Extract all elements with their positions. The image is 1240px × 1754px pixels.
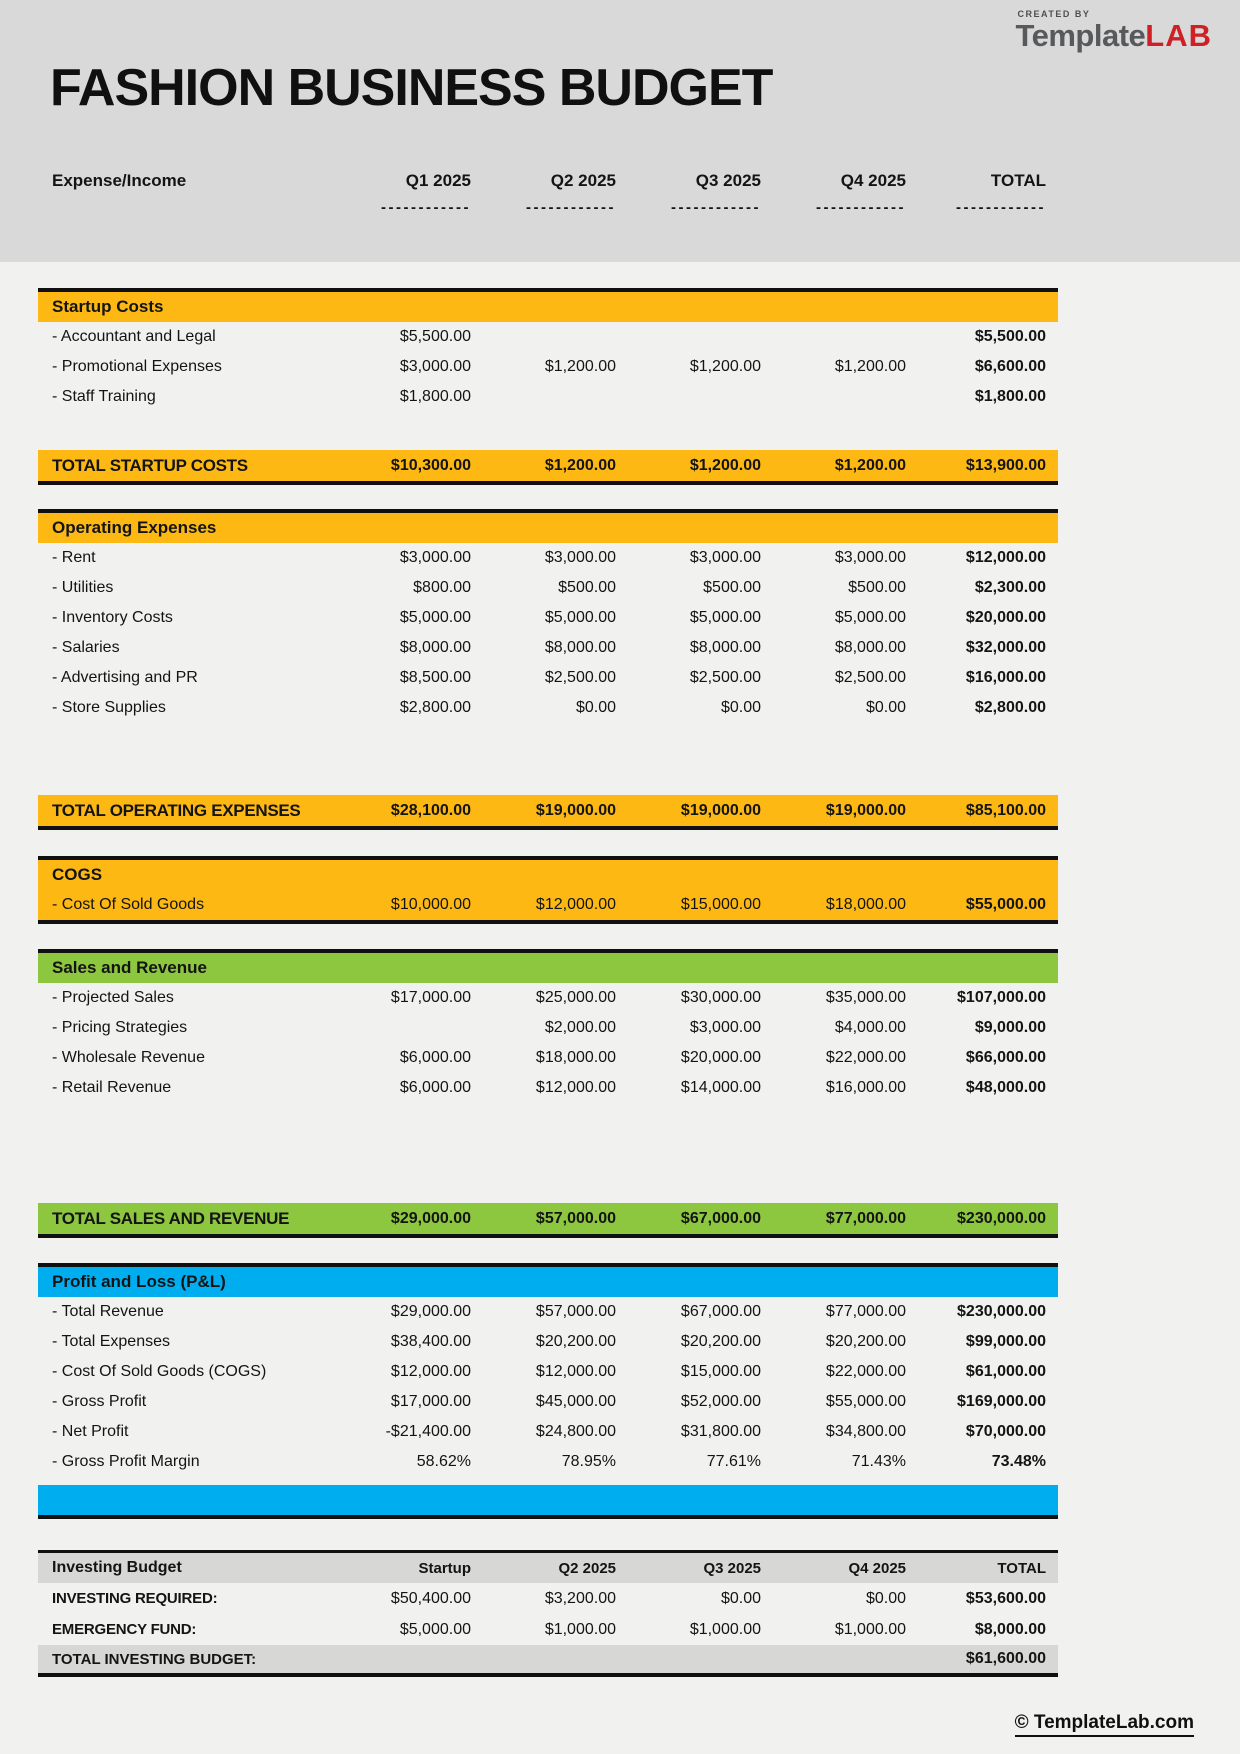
cell-q2: $57,000.00 bbox=[535, 1209, 616, 1227]
row-label-staff-training: - Staff Training bbox=[52, 388, 156, 405]
cell-q2: $3,200.00 bbox=[544, 1589, 616, 1607]
total-operating-expenses-row bbox=[38, 795, 1058, 830]
table-row bbox=[38, 543, 1058, 573]
table-row bbox=[38, 693, 1058, 723]
section-header-sales-and-revenue: Sales and Revenue bbox=[38, 949, 1058, 983]
section-investing-budget bbox=[38, 1550, 1058, 1677]
dash-line: ------------ bbox=[956, 198, 1046, 216]
table-row bbox=[38, 382, 1058, 412]
table-row bbox=[38, 1614, 1058, 1645]
cell-q2: $24,800.00 bbox=[535, 1423, 616, 1440]
table-row bbox=[38, 1357, 1058, 1387]
cell-q4: $16,000.00 bbox=[825, 1079, 906, 1096]
section-operating-expenses bbox=[38, 509, 1058, 830]
cell-q3: $14,000.00 bbox=[680, 1079, 761, 1096]
cell-q2: $1,200.00 bbox=[544, 456, 616, 474]
cell-total: $6,600.00 bbox=[974, 358, 1046, 375]
cell-q2: $12,000.00 bbox=[535, 1079, 616, 1096]
column-header-q4: Q4 2025 bbox=[848, 1559, 906, 1577]
cell-q1: 58.62% bbox=[416, 1453, 471, 1470]
cell-q4: $35,000.00 bbox=[825, 989, 906, 1006]
dash-line: ------------ bbox=[671, 198, 761, 216]
cell-q3: $19,000.00 bbox=[680, 801, 761, 819]
cell-total: 73.48% bbox=[991, 1453, 1046, 1470]
cell-startup: $5,000.00 bbox=[399, 1620, 471, 1638]
cell-startup: $50,400.00 bbox=[390, 1589, 471, 1607]
cell-q2: $19,000.00 bbox=[535, 801, 616, 819]
cell-total: $230,000.00 bbox=[957, 1303, 1046, 1320]
cell-q3: $67,000.00 bbox=[680, 1209, 761, 1227]
total-row-label: TOTAL INVESTING BUDGET: bbox=[52, 1650, 257, 1668]
cell-q1: $10,000.00 bbox=[390, 896, 471, 913]
table-row bbox=[38, 1417, 1058, 1447]
cell-total: $70,000.00 bbox=[965, 1423, 1046, 1440]
row-label-retail-revenue: - Retail Revenue bbox=[52, 1079, 172, 1096]
cell-q4: $20,200.00 bbox=[825, 1333, 906, 1350]
cell-total: $61,000.00 bbox=[965, 1363, 1046, 1380]
column-header-startup: Startup bbox=[418, 1559, 471, 1577]
table-row bbox=[38, 322, 1058, 352]
cell-q1: $38,400.00 bbox=[390, 1333, 471, 1350]
cell-q1: $6,000.00 bbox=[399, 1049, 471, 1066]
page-title: FASHION BUSINESS BUDGET bbox=[50, 59, 773, 117]
cell-q1: $5,500.00 bbox=[399, 328, 471, 345]
cell-total: $32,000.00 bbox=[965, 639, 1046, 656]
cell-q3: $0.00 bbox=[720, 1589, 761, 1607]
templatelab-logo bbox=[1015, 10, 1212, 51]
cell-total: $12,000.00 bbox=[965, 549, 1046, 566]
created-by-label: CREATED BY bbox=[1017, 9, 1091, 19]
cell-total: $5,500.00 bbox=[974, 328, 1046, 345]
cell-q2: $8,000.00 bbox=[544, 639, 616, 656]
row-label-projected-sales: - Projected Sales bbox=[52, 989, 174, 1006]
row-label-salaries: - Salaries bbox=[52, 639, 120, 656]
row-label-net-profit: - Net Profit bbox=[52, 1423, 129, 1440]
section-sales-and-revenue bbox=[38, 949, 1058, 1238]
cell-q4: $77,000.00 bbox=[825, 1303, 906, 1320]
table-row bbox=[38, 1043, 1058, 1073]
section-gap bbox=[38, 1519, 1058, 1550]
cell-q1: $17,000.00 bbox=[390, 989, 471, 1006]
cell-q1: $12,000.00 bbox=[390, 1363, 471, 1380]
total-row-label: TOTAL OPERATING EXPENSES bbox=[52, 800, 301, 820]
templatelab-footer-link[interactable]: © TemplateLab.com bbox=[1015, 1712, 1194, 1737]
cell-q4: $1,200.00 bbox=[834, 456, 906, 474]
table-row bbox=[38, 352, 1058, 382]
cell-q2: $12,000.00 bbox=[535, 896, 616, 913]
logo-template-text: Template bbox=[1015, 18, 1146, 53]
cell-total: $9,000.00 bbox=[974, 1019, 1046, 1036]
section-header-profit-and-loss: Profit and Loss (P&L) bbox=[38, 1263, 1058, 1297]
cell-q1: $8,000.00 bbox=[399, 639, 471, 656]
cell-q3: $500.00 bbox=[703, 579, 761, 596]
table-row bbox=[38, 573, 1058, 603]
cell-q2: $2,500.00 bbox=[544, 669, 616, 686]
cell-q3: $1,200.00 bbox=[689, 456, 761, 474]
cell-q1: $17,000.00 bbox=[390, 1393, 471, 1410]
cell-q1: $1,800.00 bbox=[399, 388, 471, 405]
total-investing-budget-row bbox=[38, 1645, 1058, 1673]
cell-q1: $800.00 bbox=[413, 579, 471, 596]
cell-q1: -$21,400.00 bbox=[385, 1423, 471, 1440]
cell-q3: $52,000.00 bbox=[680, 1393, 761, 1410]
cell-q3: $1,200.00 bbox=[689, 358, 761, 375]
cell-total: $53,600.00 bbox=[965, 1589, 1046, 1607]
cell-q4: $0.00 bbox=[865, 1589, 906, 1607]
column-header-q4: Q4 2025 bbox=[840, 171, 906, 190]
cell-q3: $31,800.00 bbox=[680, 1423, 761, 1440]
row-label-advertising-and-pr: - Advertising and PR bbox=[52, 669, 198, 686]
cell-total: $13,900.00 bbox=[965, 456, 1046, 474]
cell-q4: $500.00 bbox=[848, 579, 906, 596]
cell-q4: $77,000.00 bbox=[825, 1209, 906, 1227]
cell-q4: 71.43% bbox=[851, 1453, 906, 1470]
cell-q2: $0.00 bbox=[575, 699, 616, 716]
column-header-q3: Q3 2025 bbox=[695, 171, 761, 190]
logo-lab-text: LAB bbox=[1145, 18, 1212, 53]
column-header-expense-income: Expense/Income bbox=[52, 171, 187, 190]
row-label-gross-profit: - Gross Profit bbox=[52, 1393, 147, 1410]
cell-q1: $5,000.00 bbox=[399, 609, 471, 626]
section-gap bbox=[38, 924, 1058, 949]
cell-q1: $10,300.00 bbox=[390, 456, 471, 474]
column-header-q1: Q1 2025 bbox=[405, 171, 471, 190]
table-row bbox=[38, 1327, 1058, 1357]
section-profit-and-loss bbox=[38, 1263, 1058, 1519]
column-header-q2: Q2 2025 bbox=[550, 171, 616, 190]
cell-q3: 77.61% bbox=[706, 1453, 761, 1470]
column-header-q3: Q3 2025 bbox=[703, 1559, 761, 1577]
cell-q4: $8,000.00 bbox=[834, 639, 906, 656]
cell-q2: $3,000.00 bbox=[544, 549, 616, 566]
cell-q4: $18,000.00 bbox=[825, 896, 906, 913]
section-startup-costs bbox=[38, 288, 1058, 485]
table-row bbox=[38, 1013, 1058, 1043]
dash-line: ------------ bbox=[381, 198, 471, 216]
row-label-utilities: - Utilities bbox=[52, 579, 114, 596]
cell-q4: $55,000.00 bbox=[825, 1393, 906, 1410]
cell-q1: $8,500.00 bbox=[399, 669, 471, 686]
row-label-rent: - Rent bbox=[52, 549, 96, 566]
spacer bbox=[38, 412, 1058, 450]
cell-q3: $5,000.00 bbox=[689, 609, 761, 626]
cell-q1: $3,000.00 bbox=[399, 549, 471, 566]
cell-q4: $22,000.00 bbox=[825, 1363, 906, 1380]
cell-q2: $2,000.00 bbox=[544, 1019, 616, 1036]
table-row bbox=[38, 663, 1058, 693]
investing-header-row bbox=[38, 1553, 1058, 1583]
row-label-store-supplies: - Store Supplies bbox=[52, 699, 166, 716]
cell-q4: $1,000.00 bbox=[834, 1620, 906, 1638]
table-row bbox=[38, 983, 1058, 1013]
section-gap bbox=[38, 485, 1058, 509]
row-label-pricing-strategies: - Pricing Strategies bbox=[52, 1019, 188, 1036]
budget-table bbox=[38, 288, 1058, 1677]
table-row bbox=[38, 1387, 1058, 1417]
cell-q2: $25,000.00 bbox=[535, 989, 616, 1006]
cell-total: $107,000.00 bbox=[957, 989, 1046, 1006]
cell-total: $8,000.00 bbox=[974, 1620, 1046, 1638]
row-label-wholesale-revenue: - Wholesale Revenue bbox=[52, 1049, 205, 1066]
pnl-footer-band bbox=[38, 1485, 1058, 1519]
cell-q4: $0.00 bbox=[865, 699, 906, 716]
section-cogs bbox=[38, 856, 1058, 924]
cell-total: $99,000.00 bbox=[965, 1333, 1046, 1350]
dash-line: ------------ bbox=[526, 198, 616, 216]
total-sales-and-revenue-row bbox=[38, 1203, 1058, 1238]
table-row bbox=[38, 890, 1058, 920]
cell-q3: $20,000.00 bbox=[680, 1049, 761, 1066]
cell-q3: $15,000.00 bbox=[680, 1363, 761, 1380]
row-label-investing-required: INVESTING REQUIRED: bbox=[52, 1590, 218, 1607]
total-row-label: TOTAL SALES AND REVENUE bbox=[52, 1208, 290, 1228]
column-header-dashes bbox=[38, 196, 1058, 218]
row-label-emergency-fund: EMERGENCY FUND: bbox=[52, 1621, 197, 1638]
section-header-operating-expenses: Operating Expenses bbox=[38, 509, 1058, 543]
cell-q3: $30,000.00 bbox=[680, 989, 761, 1006]
cell-q1: $3,000.00 bbox=[399, 358, 471, 375]
cell-total: $55,000.00 bbox=[965, 896, 1046, 913]
cell-q2: $1,200.00 bbox=[544, 358, 616, 375]
total-row-label: TOTAL STARTUP COSTS bbox=[52, 455, 248, 475]
cell-total: $20,000.00 bbox=[965, 609, 1046, 626]
cell-q3: $3,000.00 bbox=[689, 1019, 761, 1036]
section-header-startup-costs: Startup Costs bbox=[38, 288, 1058, 322]
investing-title: Investing Budget bbox=[52, 1559, 182, 1576]
table-row bbox=[38, 1447, 1058, 1477]
cell-q3: $0.00 bbox=[720, 699, 761, 716]
section-header-cogs: COGS bbox=[52, 865, 103, 884]
cell-q3: $20,200.00 bbox=[680, 1333, 761, 1350]
cell-q2: 78.95% bbox=[561, 1453, 616, 1470]
row-label-accountant-and-legal: - Accountant and Legal bbox=[52, 328, 216, 345]
row-label-promotional-expenses: - Promotional Expenses bbox=[52, 358, 222, 375]
cell-q1: $29,000.00 bbox=[390, 1209, 471, 1227]
table-row bbox=[38, 1583, 1058, 1614]
cell-total: $66,000.00 bbox=[965, 1049, 1046, 1066]
cell-q2: $1,000.00 bbox=[544, 1620, 616, 1638]
cell-q1: $28,100.00 bbox=[390, 801, 471, 819]
cell-q1: $6,000.00 bbox=[399, 1079, 471, 1096]
cell-total: $16,000.00 bbox=[965, 669, 1046, 686]
cell-total: $169,000.00 bbox=[957, 1393, 1046, 1410]
cell-q4: $34,800.00 bbox=[825, 1423, 906, 1440]
cell-q3: $15,000.00 bbox=[680, 896, 761, 913]
cell-q2: $20,200.00 bbox=[535, 1333, 616, 1350]
logo-wordmark bbox=[1015, 20, 1212, 51]
table-row bbox=[38, 1073, 1058, 1103]
column-header-total: TOTAL bbox=[990, 171, 1046, 190]
column-header-row bbox=[38, 168, 1058, 194]
table-row bbox=[38, 1297, 1058, 1327]
cell-q3: $1,000.00 bbox=[689, 1620, 761, 1638]
section-gap bbox=[38, 1238, 1058, 1263]
spacer bbox=[38, 1103, 1058, 1203]
row-label-gross-profit-margin: - Gross Profit Margin bbox=[52, 1453, 200, 1470]
cell-q4: $1,200.00 bbox=[834, 358, 906, 375]
cell-q1: $29,000.00 bbox=[390, 1303, 471, 1320]
cell-total: $48,000.00 bbox=[965, 1079, 1046, 1096]
cell-q3: $8,000.00 bbox=[689, 639, 761, 656]
cell-q4: $3,000.00 bbox=[834, 549, 906, 566]
row-label-inventory-costs: - Inventory Costs bbox=[52, 609, 173, 626]
row-label-cost-of-sold-goods-cogs: - Cost Of Sold Goods (COGS) bbox=[52, 1363, 267, 1380]
cell-total: $61,600.00 bbox=[965, 1650, 1046, 1667]
row-label-total-revenue: - Total Revenue bbox=[52, 1303, 164, 1320]
cell-q3: $67,000.00 bbox=[680, 1303, 761, 1320]
cell-q2: $57,000.00 bbox=[535, 1303, 616, 1320]
cell-q2: $500.00 bbox=[558, 579, 616, 596]
cell-q3: $3,000.00 bbox=[689, 549, 761, 566]
row-label-cost-of-sold-goods: - Cost Of Sold Goods bbox=[52, 896, 205, 913]
cell-total: $2,300.00 bbox=[974, 579, 1046, 596]
cell-q2: $18,000.00 bbox=[535, 1049, 616, 1066]
cell-q3: $2,500.00 bbox=[689, 669, 761, 686]
cell-q4: $4,000.00 bbox=[834, 1019, 906, 1036]
dash-line: ------------ bbox=[816, 198, 906, 216]
cell-total: $230,000.00 bbox=[957, 1209, 1046, 1227]
cell-q2: $5,000.00 bbox=[544, 609, 616, 626]
column-header-q2: Q2 2025 bbox=[558, 1559, 616, 1577]
cell-total: $85,100.00 bbox=[965, 801, 1046, 819]
cell-q2: $12,000.00 bbox=[535, 1363, 616, 1380]
spacer bbox=[38, 723, 1058, 795]
cell-q1: $2,800.00 bbox=[399, 699, 471, 716]
column-header-total: TOTAL bbox=[997, 1559, 1046, 1577]
cell-q4: $22,000.00 bbox=[825, 1049, 906, 1066]
cell-total: $2,800.00 bbox=[974, 699, 1046, 716]
cell-total: $1,800.00 bbox=[974, 388, 1046, 405]
spacer bbox=[38, 1477, 1058, 1485]
cell-q4: $19,000.00 bbox=[825, 801, 906, 819]
total-startup-costs-row bbox=[38, 450, 1058, 485]
cell-q4: $2,500.00 bbox=[834, 669, 906, 686]
table-row bbox=[38, 603, 1058, 633]
cell-q4: $5,000.00 bbox=[834, 609, 906, 626]
section-gap bbox=[38, 830, 1058, 856]
row-label-total-expenses: - Total Expenses bbox=[52, 1333, 170, 1350]
table-row bbox=[38, 633, 1058, 663]
cell-q2: $45,000.00 bbox=[535, 1393, 616, 1410]
